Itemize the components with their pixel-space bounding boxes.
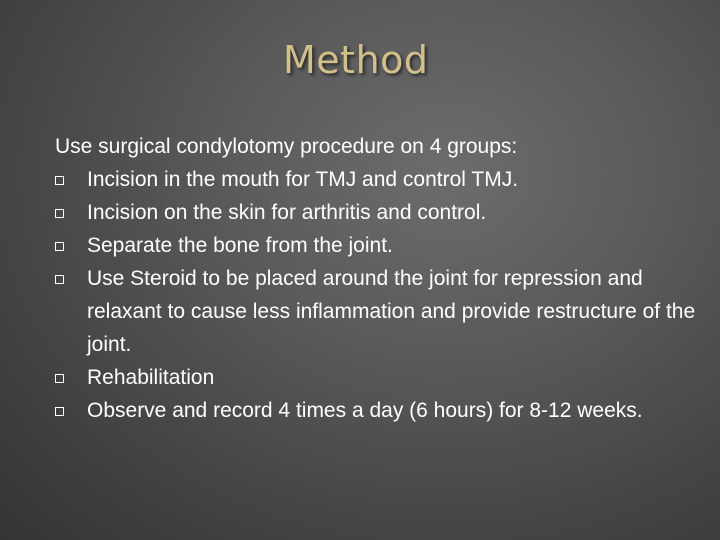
bullet-item	[55, 163, 704, 196]
slide-body	[55, 130, 715, 427]
bullet-text: Use Steroid to be placed around the joint for repression and relaxant to cause less inflammation and provide restructure of the joint.	[87, 267, 696, 356]
bullet-item	[55, 196, 704, 229]
square-bullet-icon	[55, 275, 64, 284]
bullet-text: Incision on the skin for arthritis and control.	[87, 201, 487, 224]
intro-text: Use surgical condylotomy procedure on 4 groups:	[55, 135, 518, 158]
bullet-item	[55, 361, 704, 394]
bullet-text: Incision in the mouth for TMJ and control TMJ.	[87, 168, 519, 191]
bullet-text: Observe and record 4 times a day (6 hours) for 8-12 weeks.	[87, 399, 643, 422]
bullet-list	[55, 163, 715, 427]
bullet-item	[55, 262, 704, 361]
bullet-item	[55, 229, 704, 262]
square-bullet-icon	[55, 407, 64, 416]
bullet-text: Separate the bone from the joint.	[87, 234, 393, 257]
bullet-text: Rehabilitation	[87, 366, 215, 389]
square-bullet-icon	[55, 242, 64, 251]
slide-title: Method	[283, 38, 429, 82]
square-bullet-icon	[55, 209, 64, 218]
bullet-item	[55, 394, 704, 427]
square-bullet-icon	[55, 374, 64, 383]
square-bullet-icon	[55, 176, 64, 185]
